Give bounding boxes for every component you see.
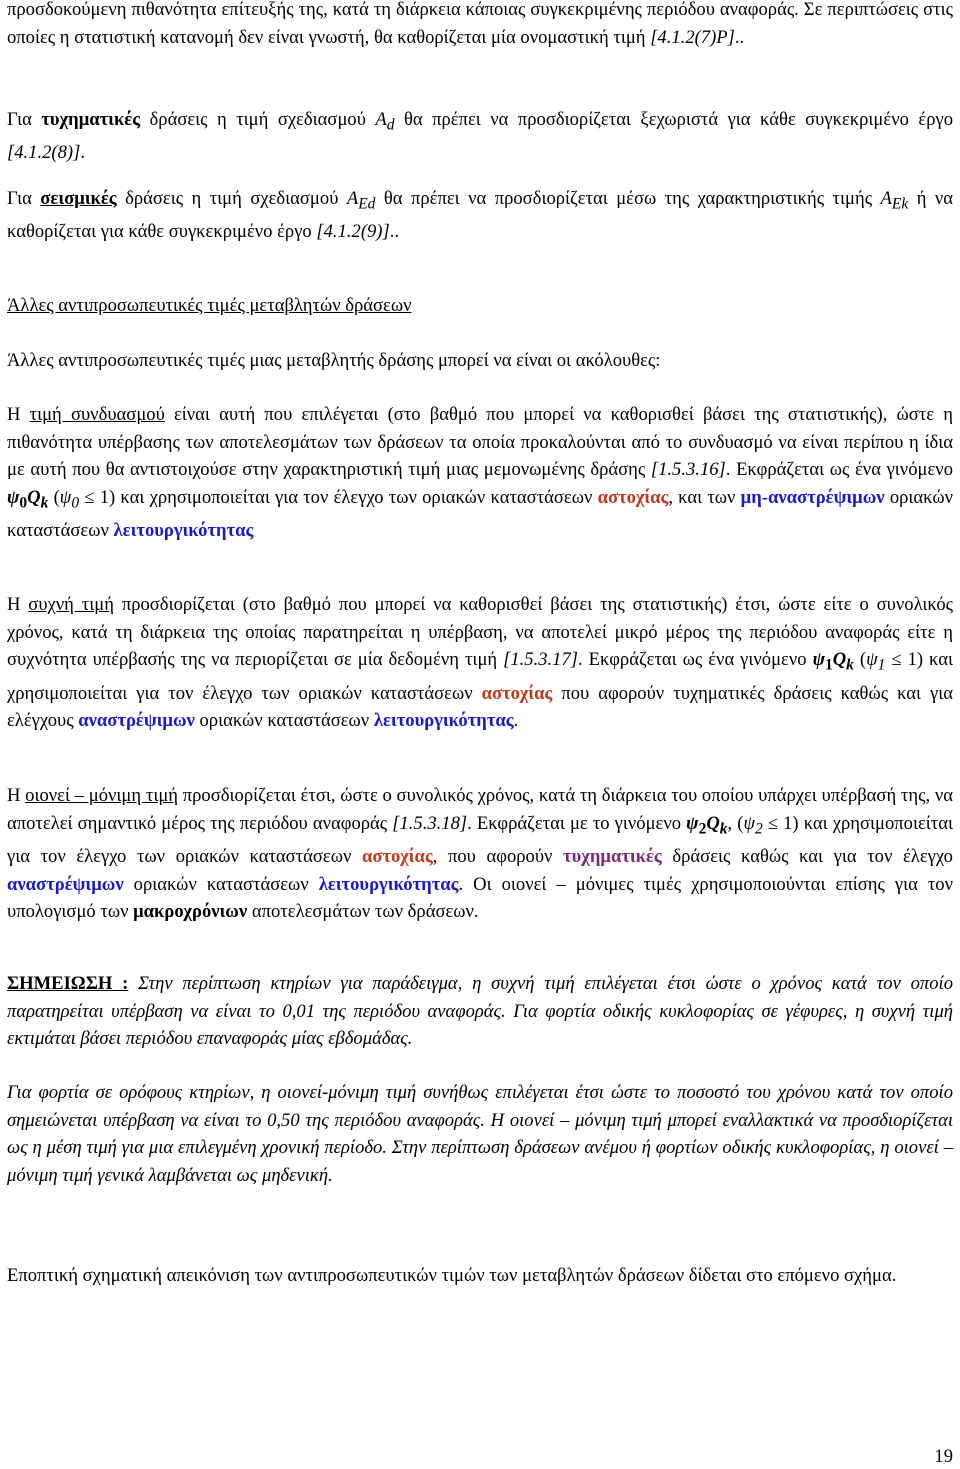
keyword-ultimate: αστοχίας [481, 682, 553, 704]
reference: [4.1.2(7)P] [650, 26, 735, 48]
keyword-reversible: αναστρέψιμων [78, 710, 195, 732]
section-intro: Άλλες αντιπροσωπευτικές τιμές μιας μεταβλητής δράσης μπορεί να είναι οι ακόλουθες: [7, 350, 661, 371]
symbol: ψ [59, 486, 72, 508]
text: . Εκφράζεται ως ένα γινόμενο [725, 459, 953, 481]
term: τιμή συνδυασμού [29, 404, 165, 425]
text: δράσεις η τιμή σχεδιασμού [116, 188, 347, 209]
closing-paragraph: Εποπτική σχηματική απεικόνιση των αντιπροσωπευτικών τιμών των μεταβλητών δράσεων δίδεται στο επόμενο σχήμα. [7, 1265, 897, 1286]
text: Η [7, 404, 30, 425]
text: Η [7, 594, 29, 615]
text: . Εκφράζεται με το γινόμενο [467, 812, 687, 834]
paragraph-nominal [7, 0, 953, 51]
symbol-subscript: k [846, 656, 854, 674]
text: . Οι οιονεί – μόνιμες τιμές χρησιμοποιούνται επίσης για τον υπολογισμό των [7, 873, 953, 923]
page-number: 19 [934, 1446, 953, 1467]
text: προσδοκούμενη πιθανότητα επίτευξής της, κατά τη διάρκεια κάποιας συγκεκριμένης περιόδου αναφοράς. Σε περιπτώσεις στις οποίες η στατιστική κατανομή δεν είναι γνωστή, θα καθορίζεται μία ονομαστική τιμή [7, 0, 953, 48]
paragraph-frequent-value [7, 591, 953, 735]
symbol-subscript: k [40, 494, 49, 512]
paragraph-accidental [7, 106, 953, 167]
term: συχνή τιμή [28, 594, 114, 615]
text: ≤ 1) [762, 812, 799, 834]
symbol-subscript: 0 [19, 494, 28, 512]
reference: [1.5.3.17] [503, 649, 579, 671]
text: , και των [668, 486, 741, 508]
symbol: ψ [812, 649, 825, 671]
symbol: ψ [7, 486, 20, 508]
keyword-ultimate: αστοχίας [597, 486, 669, 508]
symbol: ψ [743, 812, 755, 834]
keyword-long-term: μακροχρόνιων [133, 901, 248, 923]
text: ή να καθορίζεται για κάθε συγκεκριμένο έργο [7, 188, 954, 243]
text: Για [7, 188, 41, 209]
text: οριακών καταστάσεων [123, 873, 319, 895]
symbol-subscript: 2 [698, 820, 707, 838]
text: θα πρέπει να προσδιορίζεται ξεχωριστά για κάθε συγκεκριμένο έργο [394, 109, 953, 130]
text: .. [389, 221, 400, 243]
note-label: ΣΗΜΕΙΩΣΗ : [7, 973, 129, 994]
symbol-subscript: Ed [358, 195, 376, 213]
text: και χρησιμοποιείται για τον έλεγχο των οριακών καταστάσεων [115, 486, 598, 508]
keyword-ultimate: αστοχίας [361, 845, 433, 867]
text: ≤ 1) [885, 649, 924, 671]
keyword-serviceability: λειτουργικότητας [318, 873, 459, 895]
text: προσδιορίζεται (στο βαθμό που μπορεί να καθορισθεί βάσει της στατιστικής) έτσι, ώστε είτε ο συνολικός χρόνος, κατά τη διάρκεια της οποίας παρατηρείται η υπέρβαση, να αποτελεί μικρό μέρος της περιόδου αναφοράς είτε η συχνότητα υπέρβασής της να περιορίζεται σε μία δεδομένη τιμή [7, 594, 953, 671]
symbol-subscript: d [386, 116, 395, 134]
symbol: A [880, 188, 892, 209]
text: και χρησιμοποιείται για τον έλεγχο των οριακών καταστάσεων [7, 812, 953, 867]
symbol: ψ [686, 812, 699, 834]
symbol: ψ [866, 649, 878, 671]
reference: [4.1.2(9)] [316, 221, 390, 243]
text: δράσεις η τιμή σχεδιασμού [140, 109, 376, 130]
keyword-serviceability: λειτουργικότητας [113, 520, 254, 542]
keyword-reversible: αναστρέψιμων [7, 873, 124, 895]
paragraph-combination-value [7, 401, 953, 545]
symbol-subscript: 0 [71, 494, 80, 512]
term: οιονεί – μόνιμη τιμή [25, 785, 179, 806]
text: . Εκφράζεται ως ένα γινόμενο [578, 649, 813, 671]
symbol-subscript: 1 [877, 656, 886, 674]
keyword-serviceability: λειτουργικότητας [373, 710, 514, 732]
text: αποτελεσμάτων των δράσεων. [247, 901, 479, 923]
text: .. [734, 26, 745, 48]
reference: [1.5.3.16] [650, 459, 726, 481]
keyword-irreversible: μη-αναστρέψιμων [740, 486, 885, 508]
symbol: Q [706, 812, 720, 834]
symbol: A [375, 109, 387, 130]
text: Η [7, 785, 26, 806]
text: . [80, 142, 85, 164]
text: θα πρέπει να προσδιορίζεται μέσω της χαρακτηριστικής τιμής [375, 188, 881, 209]
symbol: Q [832, 649, 847, 671]
text: . [513, 710, 519, 732]
text: Για [7, 109, 42, 130]
text: ( [853, 649, 867, 671]
note-paragraph-2: Για φορτία σε ορόφους κτηρίων, η οιονεί-μόνιμη τιμή συνήθως επιλέγεται έτσι ώστε το ποσοστό του χρόνου κατά τον οποίο σημειώνεται υπέρβαση να είναι το 0,50 της περιόδου αναφοράς. Η οιονεί – μόνιμη τιμή μπορεί εναλλακτικά να προσδιορίζεται ως η μέση τιμή για μια επιλεγμένη χρονική περίοδο. Στην περίπτωση δράσεων ανέμου ή φορτίων οδικής κυκλοφορίας, η οιονεί – μόνιμη τιμή γενικά λαμβάνεται ως μηδενική. [7, 1082, 953, 1186]
text: προσδιορίζεται έτσι, ώστε ο συνολικός χρόνος, κατά τη διάρκεια του οποίου υπάρχει υπέρβασή της, να αποτελεί σημαντικό μέρος της περιόδου αναφοράς [7, 785, 953, 834]
symbol-subscript: k [719, 820, 728, 838]
keyword: τυχηματικές [41, 109, 141, 130]
text: οριακών καταστάσεων [7, 486, 953, 542]
keyword: σεισμικές [40, 188, 117, 209]
section-heading: Άλλες αντιπροσωπευτικές τιμές μεταβλητών δράσεων [7, 295, 412, 316]
text: ( [48, 486, 60, 508]
text: και χρησιμοποιείται για τον έλεγχο των οριακών καταστάσεων [7, 649, 953, 704]
paragraph-seismic [7, 185, 953, 246]
paragraph-quasi-permanent-value [7, 782, 953, 926]
keyword-accidental: τυχηματικές [563, 845, 662, 867]
symbol-subscript: 2 [755, 820, 763, 838]
text: , ( [727, 812, 744, 834]
text: οριακών καταστάσεων [194, 710, 374, 732]
text: που αφορούν τυχηματικές δράσεις καθώς και για ελέγχους [7, 682, 953, 732]
symbol-subscript: Ek [891, 195, 909, 213]
reference: [1.5.3.18] [392, 812, 468, 834]
symbol: A [346, 188, 359, 209]
text: , που αφορούν [432, 845, 564, 867]
symbol: Q [27, 486, 41, 508]
note-text: Στην περίπτωση κτηρίων για παράδειγμα, η συχνή τιμή επιλέγεται έτσι ώστε ο χρόνος κατά τον οποίο παρατηρείται υπέρβαση να είναι το 0,01 της περιόδου αναφοράς. Για φορτία οδικής κυκλοφορίας σε γέφυρες, η συχνή τιμή εκτιμάται βάσει περιόδου επαναφοράς μίας εβδομάδας. [7, 973, 953, 1050]
text: ≤ 1) [79, 486, 116, 508]
text: είναι αυτή που επιλέγεται (στο βαθμό που μπορεί να καθορισθεί βάσει της στατιστικής), ώστε η πιθανότητα υπέρβασης των αποτελεσμάτων των δράσεων τα οποία προκαλούνται από το συνδυασμό να είναι περίπου η ίδια με αυτή που θα αντιστοιχούσε στην χαρακτηριστική τιμή μιας μεμονωμένης δράσης [7, 404, 953, 481]
reference: [4.1.2(8)] [7, 142, 81, 164]
note-paragraph [7, 970, 953, 1053]
text: δράσεις καθώς και για τον έλεγχο [661, 845, 953, 867]
symbol-subscript: 1 [824, 656, 833, 674]
